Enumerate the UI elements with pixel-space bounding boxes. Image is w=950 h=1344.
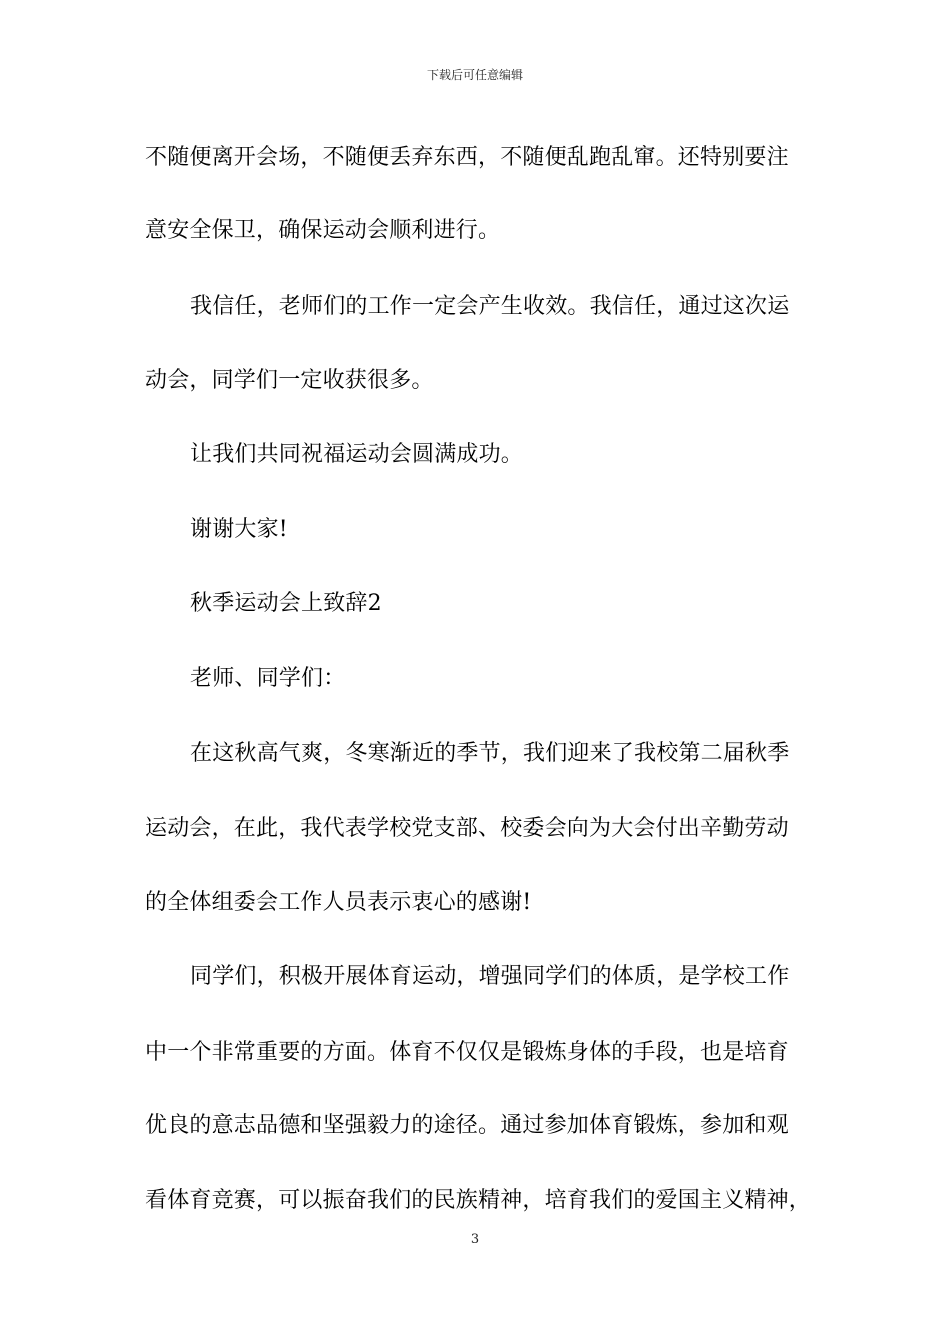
body-line: 优良的意志品德和坚强毅力的途径。通过参加体育锻炼，参加和观 bbox=[145, 1113, 789, 1138]
page-number: 3 bbox=[470, 1232, 480, 1247]
paragraph-start: 在这秋高气爽，冬寒渐近的季节，我们迎来了我校第二届秋季 bbox=[190, 741, 790, 766]
section-title: 秋季运动会上致辞2 bbox=[190, 591, 382, 616]
paragraph-start: 我信任，老师们的工作一定会产生收效。我信任，通过这次运 bbox=[190, 294, 790, 319]
body-line: 运动会，在此，我代表学校党支部、校委会向为大会付出辛勤劳动 bbox=[145, 816, 789, 841]
body-line: 的全体组委会工作人员表示衷心的感谢! bbox=[145, 890, 532, 915]
page-header: 下载后可任意编辑 bbox=[426, 68, 523, 82]
body-line: 中一个非常重要的方面。体育不仅仅是锻炼身体的手段，也是培育 bbox=[145, 1040, 789, 1065]
body-line: 不随便离开会场，不随便丢弃东西，不随便乱跑乱窜。还特别要注 bbox=[145, 145, 789, 170]
body-line: 看体育竞赛，可以振奋我们的民族精神，培育我们的爱国主义精神， bbox=[145, 1188, 812, 1213]
body-line: 意安全保卫，确保运动会顺利进行。 bbox=[145, 218, 501, 243]
paragraph-start: 让我们共同祝福运动会圆满成功。 bbox=[190, 442, 524, 467]
body-line: 动会，同学们一定收获很多。 bbox=[145, 368, 434, 393]
salutation: 老师、同学们： bbox=[190, 666, 346, 691]
paragraph-start: 谢谢大家! bbox=[190, 517, 288, 542]
paragraph-start: 同学们，积极开展体育运动，增强同学们的体质，是学校工作 bbox=[190, 964, 790, 989]
